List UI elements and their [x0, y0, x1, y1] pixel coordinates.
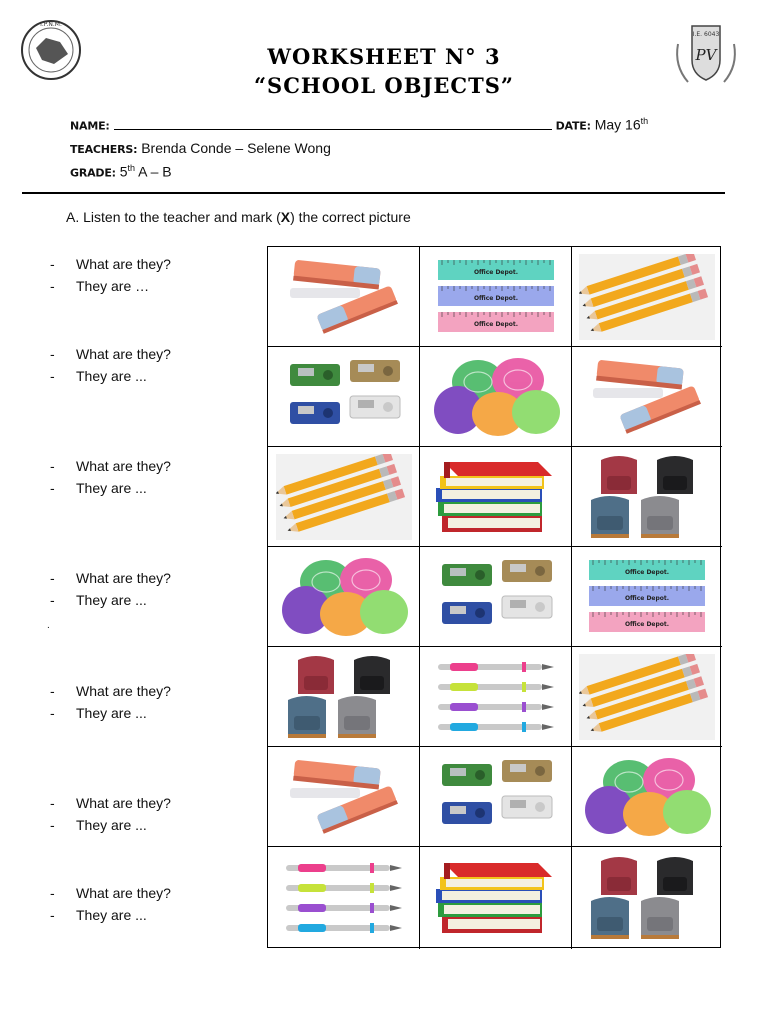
picture-cell-r6c1[interactable] — [268, 747, 420, 847]
question-6 — [50, 792, 171, 836]
date-label: DATE: — [555, 119, 591, 133]
bullet-dash: - — [50, 256, 55, 272]
picture-grid — [267, 246, 721, 948]
instruction-text-start: A. Listen to the teacher and mark ( — [66, 209, 281, 225]
backpacks-icon — [276, 654, 412, 740]
instruction-mark: X — [280, 209, 291, 225]
teachers-value: Brenda Conde – Selene Wong — [141, 140, 331, 156]
grade-value-sections: A – B — [135, 163, 172, 180]
question-2 — [50, 343, 171, 387]
header-divider — [22, 192, 725, 194]
picture-cell-r4c1[interactable] — [268, 547, 420, 647]
picture-cell-r6c2[interactable] — [420, 747, 572, 847]
logo-right-text: I.E. 6043 — [692, 31, 720, 38]
picture-cell-r2c3[interactable] — [572, 347, 722, 447]
question-prompt: What are they? — [76, 256, 171, 272]
ruler-label: Office Depot. — [473, 268, 518, 276]
bullet-dash: - — [50, 368, 55, 384]
bullet-dash: - — [50, 480, 55, 496]
picture-cell-r2c1[interactable] — [268, 347, 420, 447]
sharpeners-icon — [428, 554, 564, 640]
date-suffix: th — [640, 116, 649, 126]
question-answer: They are … — [76, 278, 150, 294]
picture-cell-r4c3[interactable] — [572, 547, 722, 647]
bullet-dash: - — [50, 278, 55, 294]
picture-cell-r5c1[interactable] — [268, 647, 420, 747]
teachers-row — [70, 140, 331, 156]
backpacks-icon — [579, 855, 715, 941]
picture-cell-r1c3[interactable] — [572, 247, 722, 347]
stray-mark: . — [47, 620, 50, 631]
sharpeners-icon — [428, 754, 564, 840]
logo-left-text: I.P.N.M. — [40, 21, 62, 28]
logo-right-monogram: PV — [695, 46, 717, 64]
ruler-label: Office Depot. — [473, 320, 518, 328]
backpacks-icon — [579, 454, 715, 540]
question-prompt: What are they? — [76, 458, 171, 474]
bullet-dash: - — [50, 885, 55, 901]
question-5 — [50, 680, 171, 724]
picture-cell-r3c1[interactable] — [268, 447, 420, 547]
question-1 — [50, 253, 171, 297]
worksheet-subtitle: “SCHOOL OBJECTS” — [253, 73, 515, 98]
picture-cell-r6c3[interactable] — [572, 747, 722, 847]
picture-cell-r7c2[interactable] — [420, 847, 572, 949]
name-label: NAME: — [70, 119, 110, 133]
instruction — [66, 209, 411, 225]
question-7 — [50, 882, 171, 926]
teachers-label: TEACHERS: — [70, 143, 138, 156]
rulers-icon — [428, 254, 564, 340]
question-prompt: What are they? — [76, 683, 171, 699]
question-prompt: What are they? — [76, 795, 171, 811]
erasers-icon — [276, 754, 412, 840]
grade-suffix: th — [127, 163, 136, 173]
picture-cell-r5c2[interactable] — [420, 647, 572, 747]
pencils-icon — [579, 654, 715, 740]
ruler-label: Office Depot. — [624, 568, 670, 576]
question-answer: They are ... — [76, 480, 147, 496]
bullet-dash: - — [50, 907, 55, 923]
pencil-cases-icon — [579, 754, 715, 840]
ruler-label: Office Depot. — [624, 620, 670, 628]
pencil-cases-icon — [276, 554, 412, 640]
pencils-icon — [579, 254, 715, 340]
question-answer: They are ... — [76, 907, 147, 923]
bullet-dash: - — [50, 795, 55, 811]
erasers-icon — [579, 354, 715, 440]
name-input-line[interactable] — [114, 119, 552, 130]
books-icon — [428, 855, 564, 941]
bullet-dash: - — [50, 458, 55, 474]
question-prompt: What are they? — [76, 346, 171, 362]
rulers-icon — [579, 554, 715, 640]
ruler-label: Office Depot. — [624, 594, 670, 602]
picture-cell-r4c2[interactable] — [420, 547, 572, 647]
question-3 — [50, 455, 171, 499]
pens-icon — [276, 855, 412, 941]
worksheet-title: WORKSHEET N° 3 — [267, 44, 501, 69]
picture-cell-r7c3[interactable] — [572, 847, 722, 949]
grade-value-number: 5 — [119, 163, 128, 180]
picture-cell-r1c2[interactable] — [420, 247, 572, 347]
bullet-dash: - — [50, 817, 55, 833]
date-value: May 16 — [594, 116, 641, 133]
pencils-icon — [276, 454, 412, 540]
picture-cell-r2c2[interactable] — [420, 347, 572, 447]
ruler-label: Office Depot. — [473, 294, 518, 302]
bullet-dash: - — [50, 705, 55, 721]
question-prompt: What are they? — [76, 885, 171, 901]
pens-icon — [428, 654, 564, 740]
picture-cell-r7c1[interactable] — [268, 847, 420, 949]
pencil-cases-icon — [428, 354, 564, 440]
grade-row — [70, 163, 172, 180]
question-4 — [50, 567, 171, 611]
question-answer: They are ... — [76, 705, 147, 721]
question-answer: They are ... — [76, 817, 147, 833]
bullet-dash: - — [50, 570, 55, 586]
bullet-dash: - — [50, 683, 55, 699]
picture-cell-r1c1[interactable] — [268, 247, 420, 347]
instruction-text-end: ) the correct picture — [290, 209, 411, 225]
erasers-icon — [276, 254, 412, 340]
picture-cell-r3c3[interactable] — [572, 447, 722, 547]
bullet-dash: - — [50, 592, 55, 608]
picture-cell-r5c3[interactable] — [572, 647, 722, 747]
question-prompt: What are they? — [76, 570, 171, 586]
grade-label: GRADE: — [70, 166, 116, 180]
name-row — [70, 116, 648, 133]
sharpeners-icon — [276, 354, 412, 440]
question-answer: They are ... — [76, 592, 147, 608]
bullet-dash: - — [50, 346, 55, 362]
question-answer: They are ... — [76, 368, 147, 384]
books-icon — [428, 454, 564, 540]
picture-cell-r3c2[interactable] — [420, 447, 572, 547]
